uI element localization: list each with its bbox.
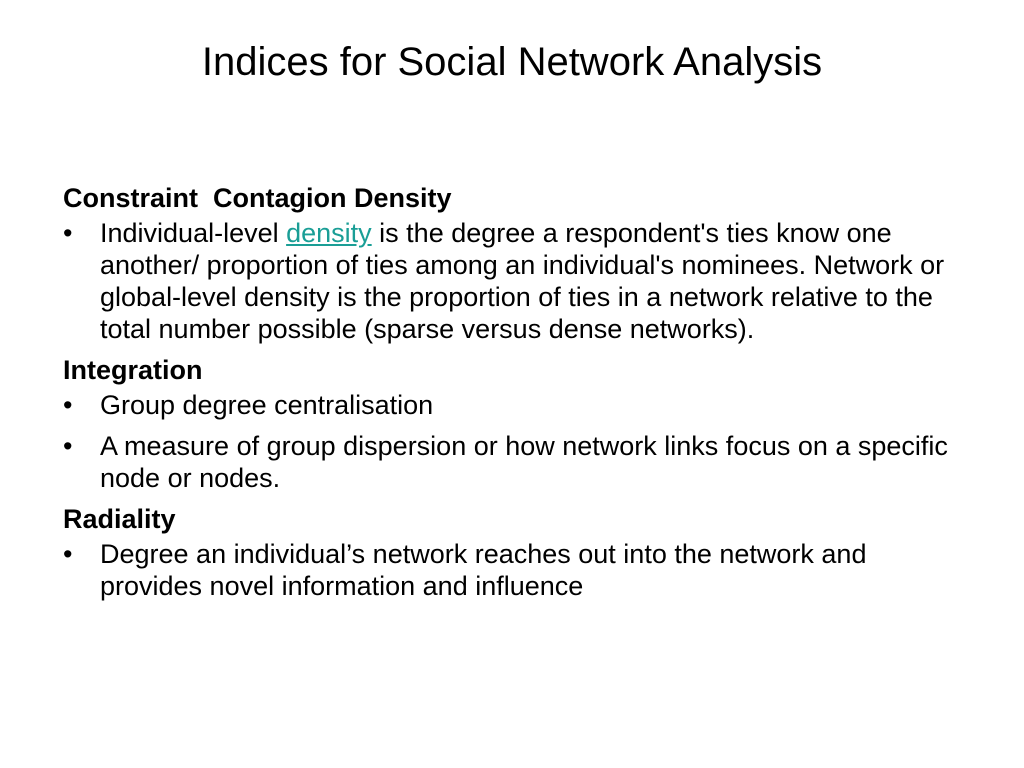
bullet-dot: • xyxy=(63,218,73,248)
section-heading-radiality: Radiality xyxy=(63,504,176,534)
bullet-dot: • xyxy=(63,539,73,569)
bullet-text-suffix: is the degree a respondent's ties know one another/ proportion of ties among an individual's nominees. Network or global-level density is the proportion of ties in a network relative to the total number possible (sparse versus dense networks). xyxy=(100,218,952,344)
bullet-dot: • xyxy=(63,431,73,461)
section-heading-constraint: Constraint Contagion Density xyxy=(63,183,452,213)
bullet-radiality xyxy=(63,538,963,602)
bullet-dot: • xyxy=(63,390,73,420)
bullet-text-prefix: Individual-level xyxy=(100,218,287,248)
bullet-text: Degree an individual’s network reaches out into the network and provides novel information and influence xyxy=(100,539,867,601)
bullet-group-dispersion xyxy=(63,430,963,494)
bullet-density xyxy=(63,217,963,345)
bullet-text: A measure of group dispersion or how network links focus on a specific node or nodes. xyxy=(100,431,948,493)
section-heading-integration: Integration xyxy=(63,355,203,385)
bullet-text: Group degree centralisation xyxy=(100,390,434,420)
slide-body xyxy=(63,182,963,611)
bullet-group-degree xyxy=(63,389,963,421)
slide-title: Indices for Social Network Analysis xyxy=(201,40,823,84)
density-link[interactable]: density xyxy=(286,218,372,248)
